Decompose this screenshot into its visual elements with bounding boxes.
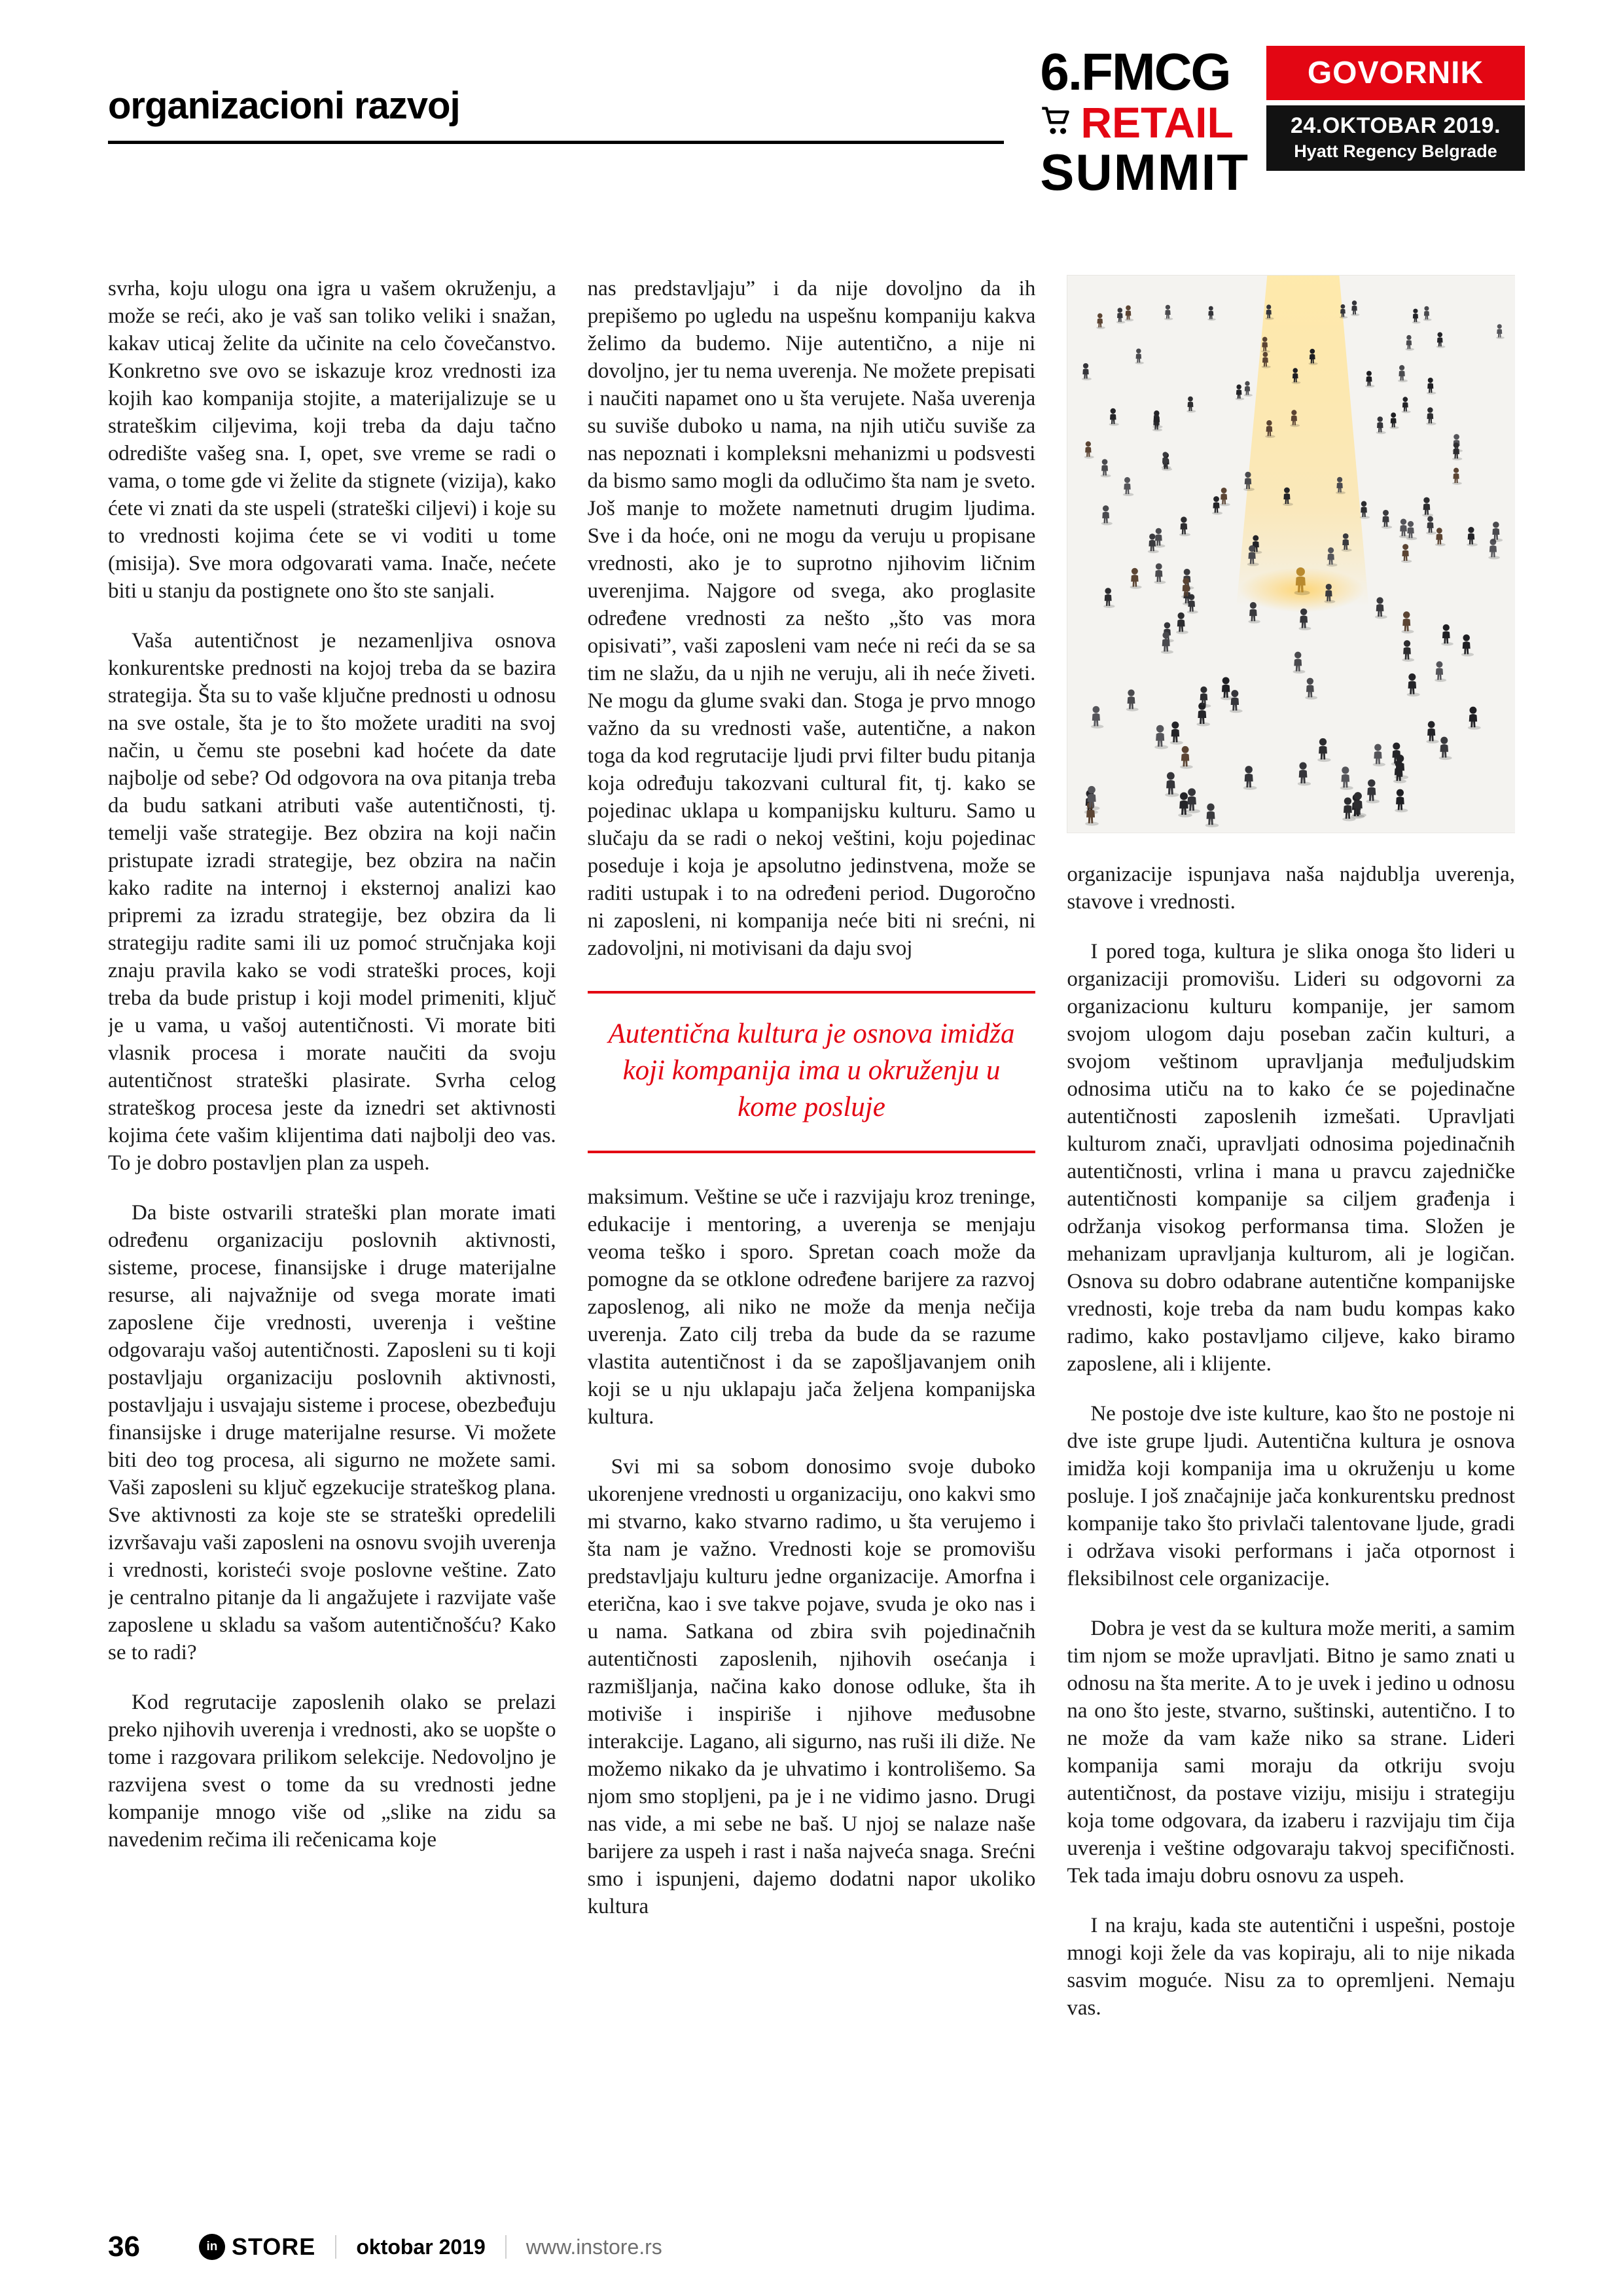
event-logo-line2: RETAIL: [1080, 98, 1234, 147]
article-column-2: [588, 275, 1036, 2215]
instore-circle-icon: in: [199, 2234, 225, 2260]
section-title: organizacioni razvoj: [108, 84, 460, 127]
footer-divider: [505, 2235, 507, 2259]
page-number: 36: [108, 2231, 140, 2263]
article-paragraph: Svi mi sa sobom donosimo svoje duboko ukorenjene vrednosti u organizaciju, ono kakvi smo mi stvarno, kako stvarno radimo, u šta verujemo i šta nam je važno. Vrednosti koje se promovišu predstavljaju kulturu jedne organizacije. Amorfna i eterična, kao i sve takve pojave, svuda je oko nas i u nama. Satkana od zbira svih pojedinačnih autentičnosti zaposlenih, njihovih osećanja i razmišljanja, načina kako donose odluke, šta ih motiviše i inspiriše i njihove međusobne interakcije. Lagano, ali sigurno, nas ruši ili diže. Ne možemo nikako da je uhvatimo i kontrolišemo. Sa njom smo stopljeni, pa je i ne vidimo jasno. Drugi nas vide, a mi sebe ne baš. U njoj se nalaze naše barijere za uspeh i rast i naša najveća snaga. Srećni smo i ispunjeni, dajemo dodatni napor ukoliko kultura: [587, 1455, 1036, 1918]
event-badge: [1040, 43, 1525, 201]
issue-date: oktobar 2019: [356, 2234, 486, 2259]
magazine-brand-name: STORE: [231, 2233, 316, 2260]
article-paragraph: Vaša autentičnost je nezamenljiva osnova konkurentske prednosti na kojoj treba da se bazira strategija. Šta su to vaše ključne prednosti u odnosu na sve ostale, šta je to što možete uraditi na svoj način, u čemu ste posebni kad hoćete da date najbolje od sebe? Od odgovora na ova pitanja treba da budu satkani atributi vaše autentičnosti, tj. temelji vaše strategije. Bez obzira na koji način pristupate izradi strategije, bez obzira na način kako radite na internoj i eksternoj analizi kao pripremi za izradu strategije, bez obzira da li strategiju radite sami ili uz pomoć stručnjaka koji znaju pravila kako se vodi strateški proces, koji treba da bude pristup i koji model primeniti, ključ je u vama, u vašoj autentičnosti. Vi morate biti vlasnik procesa i morate naučiti da svoju autentičnost strateški plasirate. Svrha celog strateškog procesa jeste da iznedri set aktivnosti kojima ćete vašim klijentima dati najbolji deo vas. To je dobro postavljen plan za uspeh.: [108, 629, 556, 1175]
speaker-badge: GOVORNIK: [1266, 46, 1525, 100]
article-column-1: [108, 275, 556, 2215]
article-paragraph: nas predstavljaju” i da nije dovoljno da ih prepišemo po ugledu na uspešnu kompaniju kakva želimo da budemo. Nije autentično, a nije ni dovoljno, jer tu nema uverenja. Ne možete prepisati i naučiti napamet ono u šta verujete. Naša uverenja su suviše duboko u nama, na njih utiču suviše za nas nepoznati i kompleksni mehanizmi u podsvesti da bismo samo mogli da odlučimo šta nam je sveto. Još manje to možete nametnuti drugim ljudima. Sve i da hoće, oni ne mogu da veruju u propisane vrednosti, ako je to suprotno njihovim ličnim uverenjima. Najgore od svega, ako proglasite određene vrednosti za nešto „što vas mora opisivati”, vaši zaposleni vam neće ni reći da se sa tim ne slažu, da u njih ne veruju, ali ih neće živeti. Ne mogu da glume svaki dan. Stoga je prvo mnogo važno da su vrednosti vaše, autentične, a nakon toga da kod regrutacije ljudi prvi filter budu pitanja koja određuju takozvani cultural fit, tj. kako se pojedinac uklapa u kompanijsku kulturu. Samo u slučaju da se radi o nekoj veštini, koju pojedinac poseduje i koja je apsolutno jedinstvena, može se raditi ustupak i to na određeni period. Dugoročno ni zaposleni, ni kompanija neće biti ni srećni, ni zadovoljni, ni motivisani da daju svoj: [587, 277, 1036, 960]
shopping-cart-icon: [1040, 104, 1074, 141]
article-paragraph: I na kraju, kada ste autentični i uspešni, postoje mnogi koji žele da vas kopiraju, ali to nije nikada sasvim moguće. Nisu za to opremljeni. Nemaju vas.: [1067, 1913, 1515, 2020]
event-date: 24.OKTOBAR 2019.: [1290, 113, 1501, 138]
article-paragraph: maksimum. Veštine se uče i razvijaju kroz treninge, edukacije i mentoring, a uverenja se menjaju veoma teško i sporo. Spretan coach može da pomogne da se otklone određene barijere za razvoj zaposlenog, ali niko ne može da menja nečija uverenja. Zato cilj treba da bude da se razume vlastita autentičnost i da se zapošljavanjem onih koji se u nju uklapaju jača željena kompanijska kultura.: [587, 1185, 1036, 1429]
event-logo-line1: 6.FMCG: [1040, 43, 1230, 101]
crowd-photo: [1067, 275, 1515, 833]
event-logo: [1040, 43, 1249, 201]
event-logo-line3: SUMMIT: [1040, 143, 1249, 201]
article-paragraph: Dobra je vest da se kultura može meriti, a samim tim njom se može upravljati. Bitno je samo znati u odnosu na šta merite. A to je uvek i jedino u odnosu na ono što jeste, stvarno, suštinski, autentično. I to ne može da vam kaže niko sa strane. Lideri kompanija sami moraju da otkriju svoju autentičnost, da postave viziju, misiju i strategiju koja tome odgovara, da izaberu i razvijaju tim čija uverenja i veštine odgovaraju takvoj specifičnosti. Tek tada imaju dobru osnovu za uspeh.: [1067, 1616, 1515, 1888]
article-paragraph: Kod regrutacije zaposlenih olako se prelazi preko njihovih uverenja i vrednosti, ako se uopšte o tome i razgovara prilikom selekcije. Nedovoljno je razvijena svest o tome da su vrednosti jedne kompanije mnogo više od „slike na zidu sa navedenim rečima ili rečenicama koje: [108, 1691, 556, 1852]
section-title-rule: [108, 84, 1004, 144]
article-paragraph: Da biste ostvarili strateški plan morate imati određenu organizaciju poslovnih aktivnosti, sisteme, procese, finansijske i druge materijalne resurse, ali najvažnije od svega morate imati zaposlene čije vrednosti, uverenja i veštine odgovaraju vašoj autentičnosti. Zaposleni su ti koji postavljaju organizaciju poslovnih aktivnosti, postavljaju i usvajaju sisteme i procese, obezbeđuju finansijske i druge materijalne resurse. Vi možete biti deo tog procesa, ali sigurno ne možete sami. Vaši zaposleni su ključ egzekucije strateškog plana. Sve aktivnosti za koje ste se strateški opredelili izvršavaju vaši zaposleni na osnovu svojih uverenja i vrednosti, koristeći svoje poslovne veštine. Zato je centralno pitanje da li angažujete i razvijate vaše zaposlene u skladu sa vašom autentičnošću? Kako se to radi?: [108, 1201, 556, 1664]
event-venue: Hyatt Regency Belgrade: [1294, 141, 1497, 161]
page-header: [108, 43, 1525, 201]
article-paragraph: organizacije ispunjava naša najdublja uverenja, stavove i vrednosti.: [1067, 862, 1515, 914]
magazine-brand: [199, 2233, 315, 2261]
website-url: www.instore.rs: [526, 2234, 662, 2259]
article-paragraph: I pored toga, kultura je slika onoga što lideri u organizaciji promovišu. Lideri su odgovorni za organizacionu kulturu kompanije, jer samom svojom ulogom daju poseban začin kulturi, a svojom veštinom upravljanja međuljudskim odnosima utiču na to kako će se pojedinačne autentičnosti zaposlenih izmešati. Upravljati kulturom znači, upravljati odnosima pojedinačnih autentičnosti, vrlina i mana u pravcu zajedničke autentičnosti kompanije sa ciljem građenja i održanja visokog performansa tima. Složen je mehanizam upravljanja kulturom, ali je logičan. Osnova su dobro odabrane autentične kompanijske vrednosti, koje treba da nam budu kompas kako radimo, kako postavljamo ciljeve, kako biramo zaposlene, ali i klijente.: [1067, 939, 1515, 1376]
event-date-box: [1266, 105, 1525, 171]
page-footer: [108, 2231, 1515, 2263]
article-paragraph: Ne postoje dve iste kulture, kao što ne postoje ni dve iste grupe ljudi. Autentična kultura je osnova imidža koji kompanija ima u okruženju u kome posluje. I još značajnije jača konkurentsku prednost kompanije tako što privlači talentovane ljude, gradi i održava visoki performans i jača otpornost i fleksibilnost cele organizacije.: [1067, 1401, 1515, 1590]
crowd-photo-svg: [1067, 276, 1515, 833]
footer-divider: [335, 2235, 336, 2259]
article-column-3: [1067, 275, 1515, 2215]
article-body: [108, 275, 1515, 2215]
article-paragraph: svrha, koju ulogu ona igra u vašem okruženju, a može se reći, ako je vaš san toliko veliki i snažan, kakav uticaj želite da učinite na celo čovečanstvo. Konkretno sve ovo se iskazuje kroz vrednosti iza kojih kao kompanija stojite, a materijalizuje se u strateškim ciljevima, koji treba da daju tačno odredište vašeg sna. I, opet, sve vreme se radi o vama, o tome gde vi želite da stignete (vizija), kako ćete vi znati da ste uspeli (strateški ciljevi) i koje su to vrednosti kojima ćete se vi voditi u tome (misija). Sve mora odgovarati vama. Inače, nećete biti u stanju da postignete ono što ste sanjali.: [108, 277, 556, 603]
pull-quote: Autentična kultura je osnova imidža koji kompanija ima u okruženju u kome posluje: [588, 991, 1036, 1153]
